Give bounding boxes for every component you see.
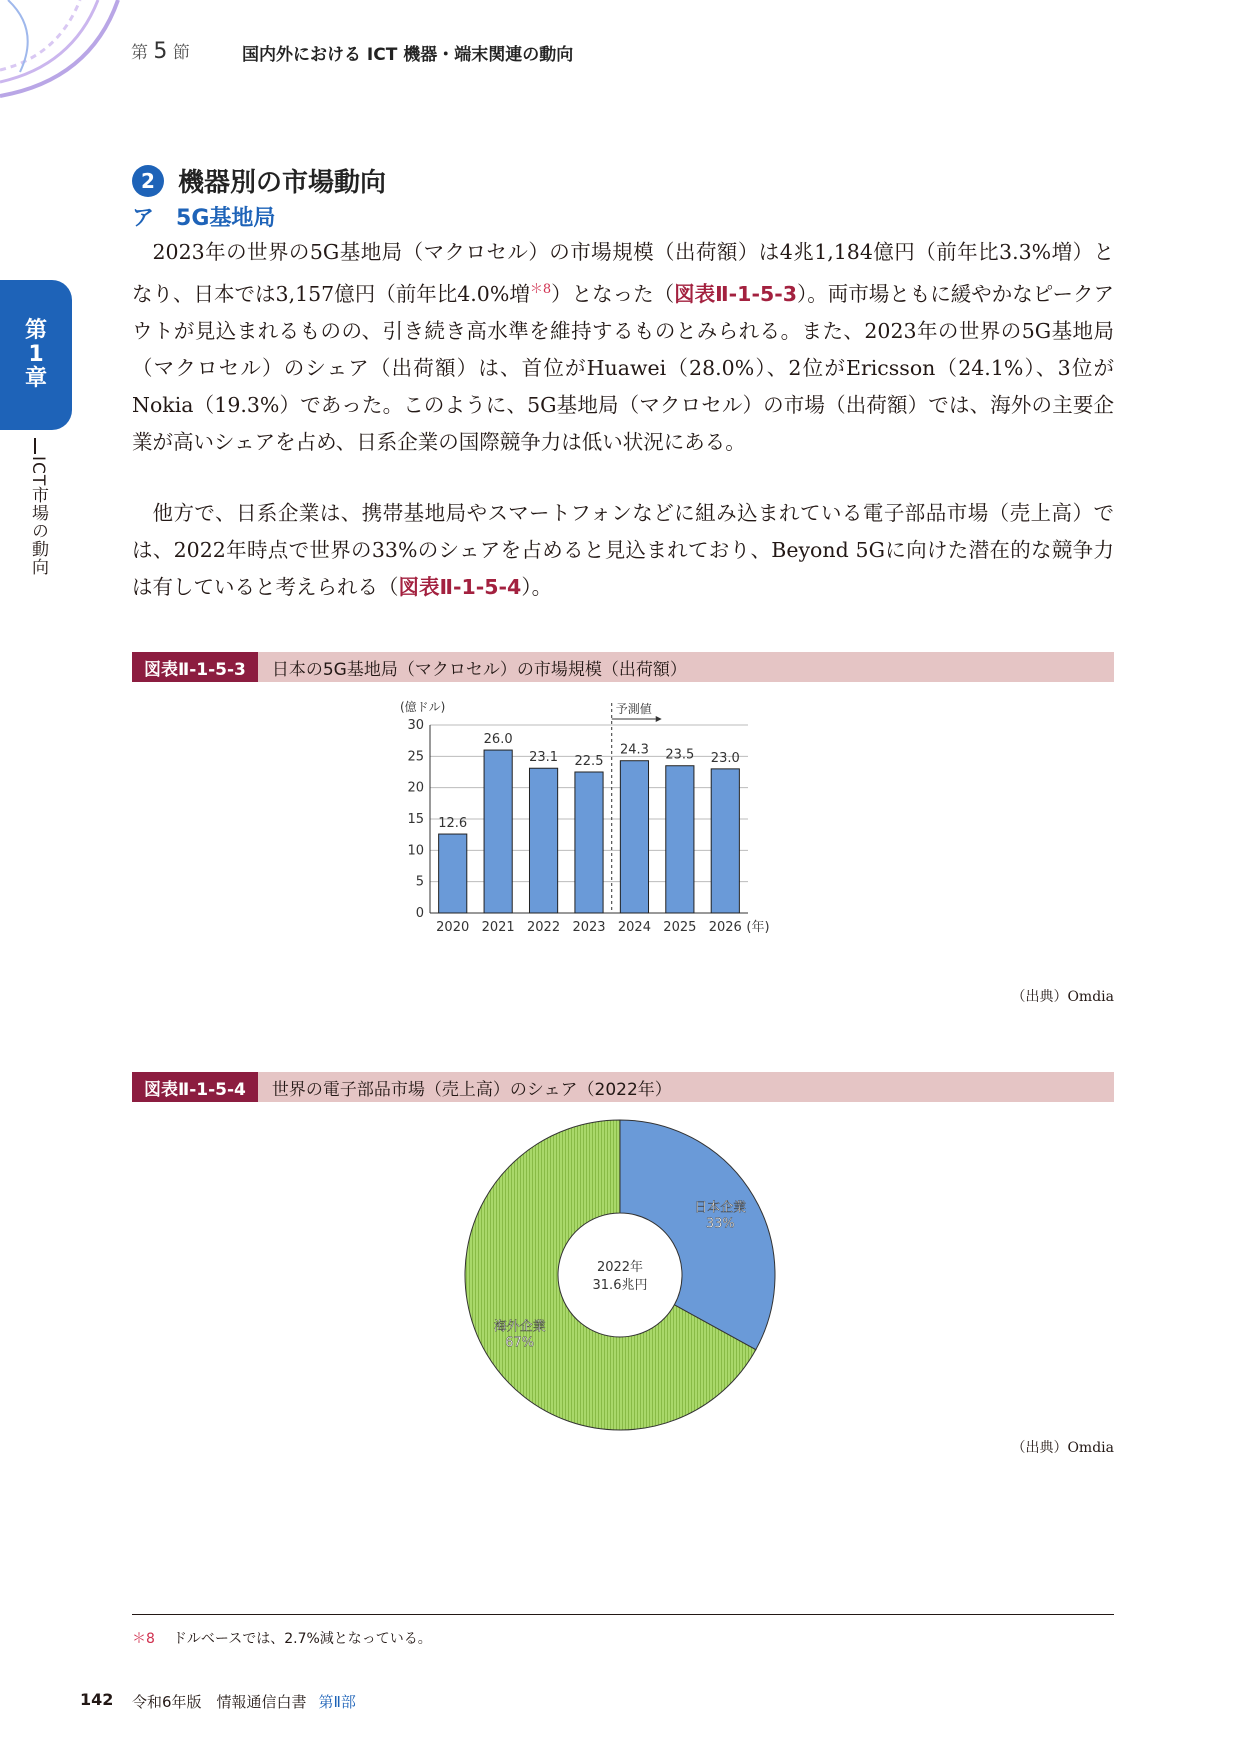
slice-0 (620, 1120, 775, 1350)
figure-2-title: 世界の電子部品市場（売上高）のシェア（2022年） (271, 1079, 672, 1100)
chapter-tab-divider (34, 438, 36, 454)
chapter-vertical-label: ICT市場の動向 (28, 456, 48, 577)
section-heading (132, 162, 386, 199)
footer-book-title: 令和6年版 情報通信白書 第Ⅱ部 (132, 1693, 356, 1711)
figure-1-source: （出典）Omdia (1011, 989, 1114, 1005)
x-tick-label: 2024 (617, 920, 651, 935)
chapter-tab-suffix: 章 (24, 366, 47, 392)
y-tick-label: 10 (407, 843, 424, 859)
data-label: 26.0 (483, 732, 513, 748)
bar-2021 (484, 750, 512, 913)
figure-1-title-bar (132, 652, 1114, 682)
chapter-tab-prefix: 第 (24, 317, 47, 343)
bar-2024 (620, 761, 648, 913)
subsection-title: 5G基地局 (176, 206, 276, 231)
data-label: 12.6 (438, 816, 468, 832)
footnote-text: ドルベースでは、2.7%減となっている。 (172, 1631, 432, 1647)
x-tick-label: 2022 (527, 920, 561, 935)
x-tick-label: 2020 (436, 920, 470, 935)
chapter-tab-number: 1 (28, 341, 44, 367)
donut-center-total: 31.6兆円 (592, 1278, 648, 1293)
forecast-label: 予測値 (615, 702, 652, 716)
y-tick-label: 5 (415, 874, 424, 890)
footnote-mark: ＊8 (132, 1631, 155, 1647)
x-axis-unit: (年) (746, 920, 770, 935)
chapter-tab (0, 280, 72, 430)
data-label: 22.5 (574, 754, 604, 769)
figure-2-number: 図表Ⅱ-1-5-4 (132, 1072, 258, 1102)
header-arc-decoration (0, 0, 130, 110)
figure-1-title: 日本の5G基地局（マクロセル）の市場規模（出荷額） (271, 659, 687, 680)
bar-2026 (711, 769, 739, 913)
figure-2-title-bar (132, 1072, 1114, 1102)
bar-2025 (666, 766, 694, 913)
y-tick-label: 15 (407, 812, 424, 827)
footnote (132, 1628, 432, 1648)
x-tick-label: 2023 (572, 920, 606, 935)
subsection-kana: ア (132, 206, 155, 231)
data-label: 23.5 (665, 747, 695, 763)
data-label: 24.3 (619, 742, 649, 758)
slice-label: 日本企業 (694, 1200, 747, 1216)
y-tick-label: 0 (415, 906, 424, 921)
figure-link-1-5-3[interactable]: 図表Ⅱ-1-5-3 (674, 281, 797, 306)
y-axis-label: (億ドル) (400, 700, 446, 714)
footnote-rule (132, 1614, 1114, 1615)
bar-2022 (529, 768, 557, 913)
y-tick-label: 20 (407, 780, 424, 796)
footnote-ref[interactable]: ＊8 (529, 282, 552, 297)
x-tick-label: 2025 (663, 920, 697, 935)
section-heading-text: 機器別の市場動向 (178, 168, 387, 198)
x-tick-label: 2026 (708, 920, 742, 935)
y-tick-label: 25 (407, 749, 424, 765)
bar-2020 (439, 834, 467, 913)
data-label: 23.0 (710, 750, 740, 766)
slice-percent: 33% (705, 1216, 735, 1232)
header-title: 国内外における ICT 機器・端末関連の動向 (242, 45, 574, 65)
figure-2-source: （出典）Omdia (1011, 1440, 1114, 1456)
page-number: 142 (80, 1690, 114, 1709)
data-label: 23.1 (529, 750, 559, 766)
paragraph-1: 2023年の世界の5G基地局（マクロセル）の市場規模（出荷額）は4兆1,184億円（前年比3.3%増）となり、日本では3,157億円（前年比4.0%増$^{*8}$）となった（図表Ⅱ-1-5-3）。両市場ともに緩やかなピークアウトが見込まれるものの、引き続き高水準を維持するものとみられる。また、2023年の世界の5G基地局（マクロセル）のシェア（出荷額）は、首位がHuawei（28.0%）、2位がEricsson（24.1%）、3位がNokia（19.3%）であった。このように、5G基地局（マクロセル）の市場（出荷額）では、海外の主要企業が高いシェアを占め、日系企業の国際競争力は低い状況にある。 (132, 240, 1114, 454)
slice-label: 海外企業 (493, 1319, 546, 1335)
footer-part: 第Ⅱ部 (318, 1693, 356, 1711)
y-tick-label: 30 (407, 718, 424, 733)
section-number-badge: 2 (132, 165, 164, 197)
donut-center-year: 2022年 (596, 1260, 644, 1275)
bar-chart (380, 695, 860, 985)
forecast-arrow-head (656, 716, 662, 722)
figure-1-number: 図表Ⅱ-1-5-3 (132, 652, 258, 682)
paragraph-2: 他方で、日系企業は、携帯基地局やスマートフォンなどに組み込まれている電子部品市場（売上高）では、2022年時点で世界の33%のシェアを占めると見込まれており、Beyond 5Gに向けた潜在的な競争力は有していると考えられる（図表Ⅱ-1-5-4）。 (132, 501, 1114, 599)
subsection-heading (132, 201, 275, 232)
slice-percent: 67% (505, 1335, 535, 1351)
bar-2023 (575, 772, 603, 913)
x-tick-label: 2021 (481, 920, 515, 935)
figure-link-1-5-4[interactable]: 図表Ⅱ-1-5-4 (398, 575, 522, 599)
donut-chart (460, 1115, 780, 1435)
section-label: 第 5 節 (131, 39, 190, 64)
